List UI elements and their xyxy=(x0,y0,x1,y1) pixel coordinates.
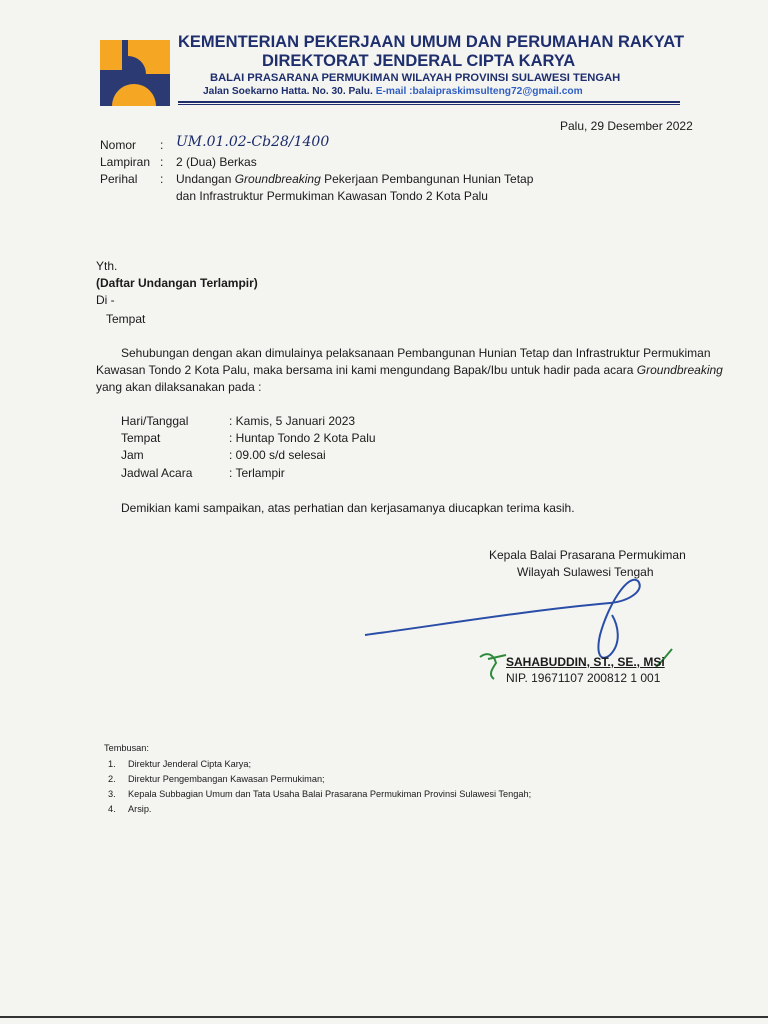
recipient-list: (Daftar Undangan Terlampir) xyxy=(96,276,258,290)
signer-nip: NIP. 19671107 200812 1 001 xyxy=(506,671,661,685)
detail-label: Jam xyxy=(121,448,144,462)
detail-label: Hari/Tanggal xyxy=(121,414,189,428)
tembusan-item: Direktur Pengembangan Kawasan Permukiman; xyxy=(128,774,325,784)
lampiran-value: 2 (Dua) Berkas xyxy=(176,155,257,169)
header-email: E-mail :balaipraskimsulteng72@gmail.com xyxy=(375,86,583,97)
detail-value: : Huntap Tondo 2 Kota Palu xyxy=(229,431,376,445)
perihal-text-pre: Undangan xyxy=(176,172,235,186)
closing-sentence: Demikian kami sampaikan, atas perhatian dan kerjasamanya diucapkan terima kasih. xyxy=(121,501,575,515)
perihal-text-post: Pekerjaan Pembangunan Hunian Tetap xyxy=(320,172,534,186)
header-directorate: DIREKTORAT JENDERAL CIPTA KARYA xyxy=(262,52,576,70)
lampiran-label: Lampiran xyxy=(100,155,151,169)
perihal-label: Perihal xyxy=(100,172,138,186)
signer-title-line2: Wilayah Sulawesi Tengah xyxy=(517,565,654,579)
perihal-value xyxy=(176,172,533,186)
header-office: BALAI PRASARANA PERMUKIMAN WILAYAH PROVINSI SULAWESI TENGAH xyxy=(210,72,621,84)
header-address-line xyxy=(203,86,583,97)
header-rule xyxy=(178,101,680,103)
body-paragraph-line1: Sehubungan dengan akan dimulainya pelaksanaan Pembangunan Hunian Tetap dan Infrastruktur Permukiman xyxy=(121,346,711,360)
recipient-di: Di - xyxy=(96,293,115,307)
perihal-value-line2: dan Infrastruktur Permukiman Kawasan Tondo 2 Kota Palu xyxy=(176,189,488,203)
body-text: Kawasan Tondo 2 Kota Palu, maka bersama ini kami mengundang Bapak/Ibu untuk hadir pada acara xyxy=(96,363,637,377)
signer-title-line1: Kepala Balai Prasarana Permukiman xyxy=(489,548,686,562)
page-edge-line xyxy=(0,1016,768,1018)
body-paragraph-line3: yang akan dilaksanakan pada : xyxy=(96,380,262,394)
recipient-tempat: Tempat xyxy=(106,312,146,326)
perihal-text-italic: Groundbreaking xyxy=(234,172,321,186)
nomor-colon: : xyxy=(160,138,164,152)
body-text-italic: Groundbreaking xyxy=(636,363,723,377)
detail-value: : Terlampir xyxy=(229,466,285,480)
lampiran-colon: : xyxy=(160,155,164,169)
header-ministry: KEMENTERIAN PEKERJAAN UMUM DAN PERUMAHAN RAKYAT xyxy=(178,33,685,51)
tembusan-num: 3. xyxy=(108,789,116,799)
detail-label: Tempat xyxy=(121,431,161,445)
tembusan-heading: Tembusan: xyxy=(104,743,149,753)
signer-name: SAHABUDDIN, ST., SE., MSi xyxy=(506,655,665,669)
tembusan-num: 4. xyxy=(108,804,116,814)
detail-value: : 09.00 s/d selesai xyxy=(229,448,326,462)
tembusan-num: 2. xyxy=(108,774,116,784)
header-address: Jalan Soekarno Hatta. No. 30. Palu. xyxy=(203,86,373,97)
tembusan-item: Direktur Jenderal Cipta Karya; xyxy=(128,759,252,769)
nomor-label: Nomor xyxy=(100,138,137,152)
tembusan-num: 1. xyxy=(108,759,116,769)
letter-date: Palu, 29 Desember 2022 xyxy=(560,119,693,133)
detail-value: : Kamis, 5 Januari 2023 xyxy=(229,414,356,428)
perihal-colon: : xyxy=(160,172,164,186)
nomor-value: UM.01.02-Cb28/1400 xyxy=(176,134,330,150)
ministry-logo xyxy=(100,40,170,106)
detail-label: Jadwal Acara xyxy=(121,466,193,480)
body-paragraph-line2 xyxy=(96,363,723,377)
tembusan-item: Arsip. xyxy=(128,804,152,814)
recipient-yth: Yth. xyxy=(96,259,118,273)
tembusan-item: Kepala Subbagian Umum dan Tata Usaha Balai Prasarana Permukiman Provinsi Sulawesi Tengah; xyxy=(128,789,532,799)
header-rule-thin xyxy=(178,104,680,105)
